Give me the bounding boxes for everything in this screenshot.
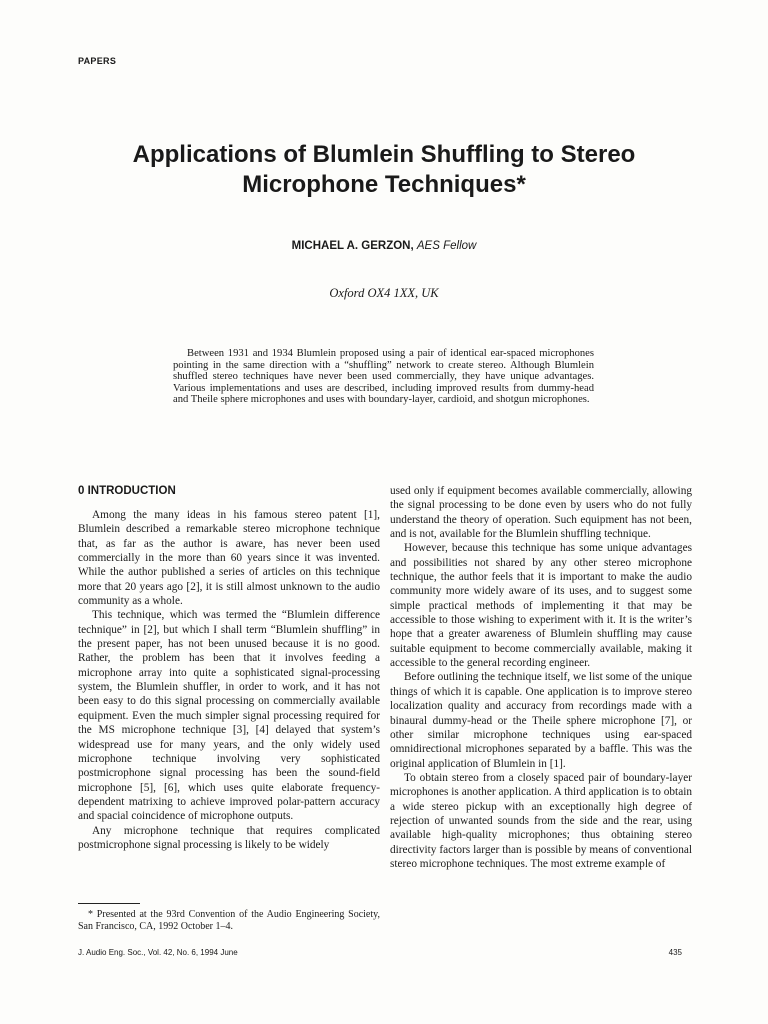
author-role: AES Fellow (416, 240, 477, 252)
author-line (0, 240, 768, 252)
abstract: Between 1931 and 1934 Blumlein proposed using a pair of identical ear-spaced microphones pointing in the same direction with a “shuffling” network to create stereo. Although Blumlein shuffled stereo techniques have never been used commercially, they have unique advantages. Various implementations and uses are described, including improved results from dummy-head and Theile sphere microphones and uses with boundary-layer, cardioid, and shotgun microphones. (173, 348, 594, 406)
footnote: * Presented at the 93rd Convention of the Audio Engineering Society, San Francisco, CA, 1992 October 1–4. (78, 909, 380, 932)
paragraph: However, because this technique has some unique advantages and possibilities not shared by any other stereo microphone technique, the author feels that it is important to make the audio community more widely aware of its uses, and to suggest some simple practical methods of implementing it that may be accessible to those wishing to experiment with it. It is the writer’s hope that a greater awareness of Blumlein shuffling may cause suitable equipment to become commercially available, making it accessible to the general recording engineer. (390, 542, 692, 670)
author-name: MICHAEL A. GERZON, (291, 240, 414, 252)
paper-title (60, 140, 708, 200)
running-head: PAPERS (78, 56, 117, 66)
body-column-right (390, 484, 692, 871)
paragraph: This technique, which was termed the “Blumlein difference technique” in [2], but which I shall term “Blumlein shuffling” in the present paper, has not been unused because it is no good. Rather, the problem has been that it involves feeding a microphone array into quite a sophisticated signal-processing system, the Blumlein shuffler, in order to work, and it has not been easy to do this signal processing on commercially available equipment. Even the much simpler signal processing required for the MS microphone technique [3], [4] delayed that system’s widespread use for many years, and the only widely used microphone technique involving very sophisticated postmicrophone signal processing has been the sound-field microphone [5], [6], which uses quite elaborate frequency-dependent matrixing to achieve improved polar-pattern accuracy and spacial coincidence of microphone outputs. (78, 609, 380, 823)
title-line-1: Applications of Blumlein Shuffling to Stereo (132, 141, 636, 168)
section-heading: 0 INTRODUCTION (78, 485, 176, 497)
footer-journal-citation: J. Audio Eng. Soc., Vol. 42, No. 6, 1994 June (78, 948, 238, 957)
title-line-2: Microphone Techniques* (242, 171, 526, 198)
paragraph: To obtain stereo from a closely spaced pair of boundary-layer microphones is another application. A third application is to obtain a wide stereo pickup with an exceptionally high degree of rejection of unwanted sounds from the side and the rear, using available high-quality microphones; thus obtaining stereo directivity factors larger than is possible by means of conventional stereo microphone techniques. The most extreme example of (390, 771, 692, 870)
paragraph: Any microphone technique that requires complicated postmicrophone signal processing is likely to be widely (78, 824, 380, 851)
affiliation: Oxford OX4 1XX, UK (329, 286, 439, 300)
footnote-divider (78, 903, 140, 904)
body-column-left (78, 484, 380, 852)
paragraph: used only if equipment becomes available commercially, allowing the signal processing to be done even by users who do not fully understand the theory of operation. Such equipment has not been, and is not, available for the Blumlein shuffling technique. (390, 485, 692, 541)
paragraph: Before outlining the technique itself, we list some of the unique things of which it is capable. One application is to improve stereo localization quality and accuracy from recordings made with a binaural dummy-head or the Theile sphere microphone [7], or other similar microphone techniques using ear-spaced omnidirectional microphones separated by a baffle. This was the original application of Blumlein in [1]. (390, 671, 692, 770)
paragraph: Among the many ideas in his famous stereo patent [1], Blumlein described a remarkable stereo microphone technique that, as far as the author is aware, has never been used commercially in the more than 60 years since it was invented. While the author published a series of articles on this technique more that 20 years ago [2], it is still almost unknown to the audio community as a whole. (78, 509, 380, 608)
footer-page-number: 435 (668, 948, 682, 957)
